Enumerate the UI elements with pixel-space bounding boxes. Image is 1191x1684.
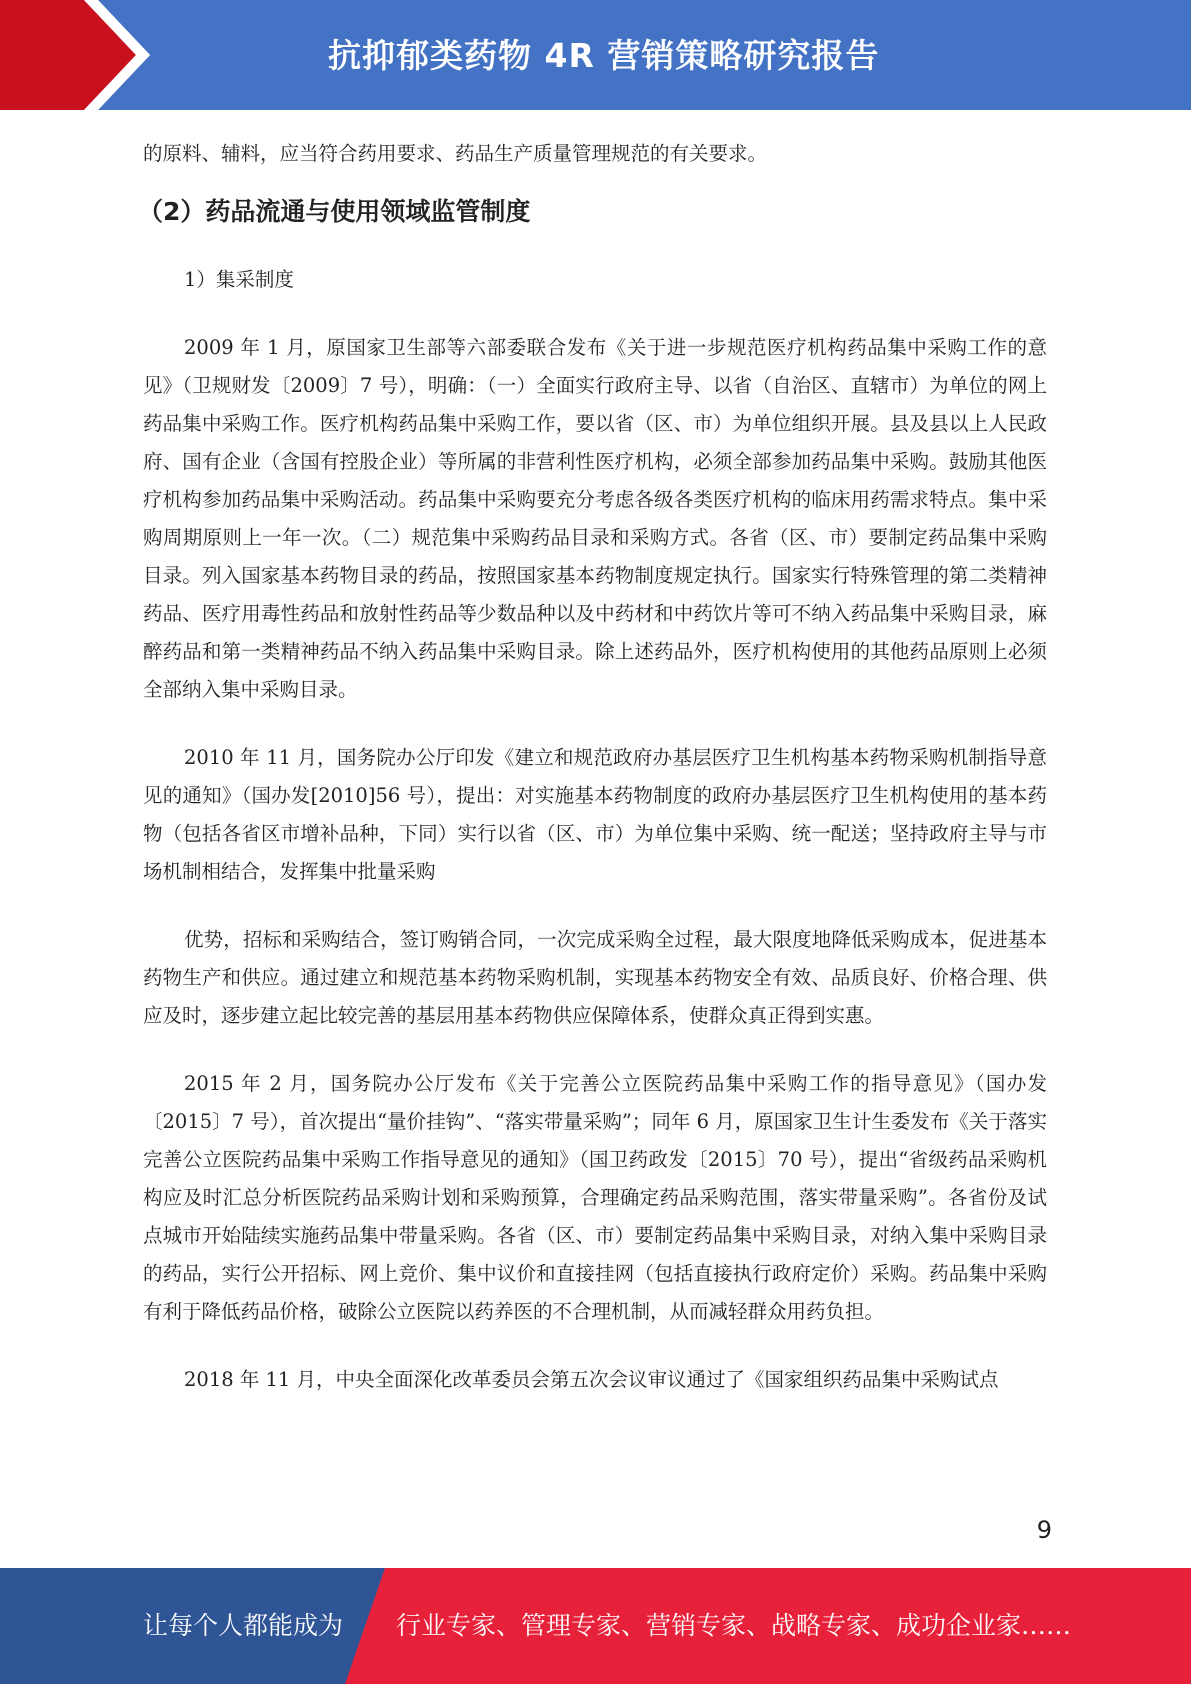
paragraph: 2010 年 11 月，国务院办公厅印发《建立和规范政府办基层医疗卫生机构基本药物采购机制指导意见的通知》（国办发[2010]56 号），提出：对实施基本药物制度的政府办基层医疗卫生机构使用的基本药物（包括各省区市增补品种，下同）实行以省（区、市）为单位集中采购、统一配送；坚持政府主导与市场机制相结合，发挥集中批量采购: [143, 746, 1047, 883]
section-heading: （2）药品流通与使用领域监管制度: [138, 197, 531, 226]
intro-line: 的原料、辅料，应当符合药用要求、药品生产质量管理规范的有关要求。: [143, 142, 768, 165]
page-header: [0, 0, 1191, 110]
paragraph: 2009 年 1 月，原国家卫生部等六部委联合发布《关于进一步规范医疗机构药品集中采购工作的意见》（卫规财发〔2009〕7 号），明确：（一）全面实行政府主导、以省（自治区、直辖市）为单位的网上药品集中采购工作。医疗机构药品集中采购工作，要以省（区、市）为单位组织开展。县及县以上人民政府、国有企业（含国有控股企业）等所属的非营利性医疗机构，必须全部参加药品集中采购。鼓励其他医疗机构参加药品集中采购活动。药品集中采购要充分考虑各级各类医疗机构的临床用药需求特点。集中采购周期原则上一年一次。（二）规范集中采购药品目录和采购方式。各省（区、市）要制定药品集中采购目录。列入国家基本药物目录的药品，按照国家基本药物制度规定执行。国家实行特殊管理的第二类精神药品、医疗用毒性药品和放射性药品等少数品种以及中药材和中药饮片等可不纳入药品集中采购目录，麻醉药品和第一类精神药品不纳入药品集中采购目录。除上述药品外，医疗机构使用的其他药品原则上必须全部纳入集中采购目录。: [143, 336, 1047, 701]
subheading: 1）集采制度: [184, 268, 294, 291]
paragraph: 2015 年 2 月，国务院办公厅发布《关于完善公立医院药品集中采购工作的指导意见》（国办发〔2015〕7 号），首次提出“量价挂钩”、“落实带量采购”；同年 6 月，原国家卫生计生委发布《关于落实完善公立医院药品集中采购工作指导意见的通知》（国卫药政发〔2015〕70 号），提出“省级药品采购机构应及时汇总分析医院药品采购计划和采购预算，合理确定药品采购范围，落实带量采购”。各省份及试点城市开始陆续实施药品集中带量采购。各省（区、市）要制定药品集中采购目录，对纳入集中采购目录的药品，实行公开招标、网上竞价、集中议价和直接挂网（包括直接执行政府定价）采购。药品集中采购有利于降低药品价格，破除公立医院以药养医的不合理机制，从而减轻群众用药负担。: [143, 1072, 1047, 1323]
footer-slogan-right: 行业专家、管理专家、营销专家、战略专家、成功企业家……: [396, 1611, 1072, 1640]
report-title: 抗抑郁类药物 4R 营销策略研究报告: [328, 36, 880, 75]
page-number: 9: [1036, 1516, 1052, 1544]
header-arrow-icon: [0, 0, 160, 110]
paragraph: 优势，招标和采购结合，签订购销合同，一次完成采购全过程，最大限度地降低采购成本，促进基本药物生产和供应。通过建立和规范基本药物采购机制，实现基本药物安全有效、品质良好、价格合理、供应及时，逐步建立起比较完善的基层用基本药物供应保障体系，使群众真正得到实惠。: [143, 928, 1047, 1027]
paragraph: 2018 年 11 月，中央全面深化改革委员会第五次会议审议通过了《国家组织药品集中采购试点: [184, 1368, 999, 1391]
document-body: [138, 135, 1047, 1399]
page-footer: [0, 1568, 1191, 1684]
footer-slogan-left: 让每个人都能成为: [143, 1611, 344, 1640]
